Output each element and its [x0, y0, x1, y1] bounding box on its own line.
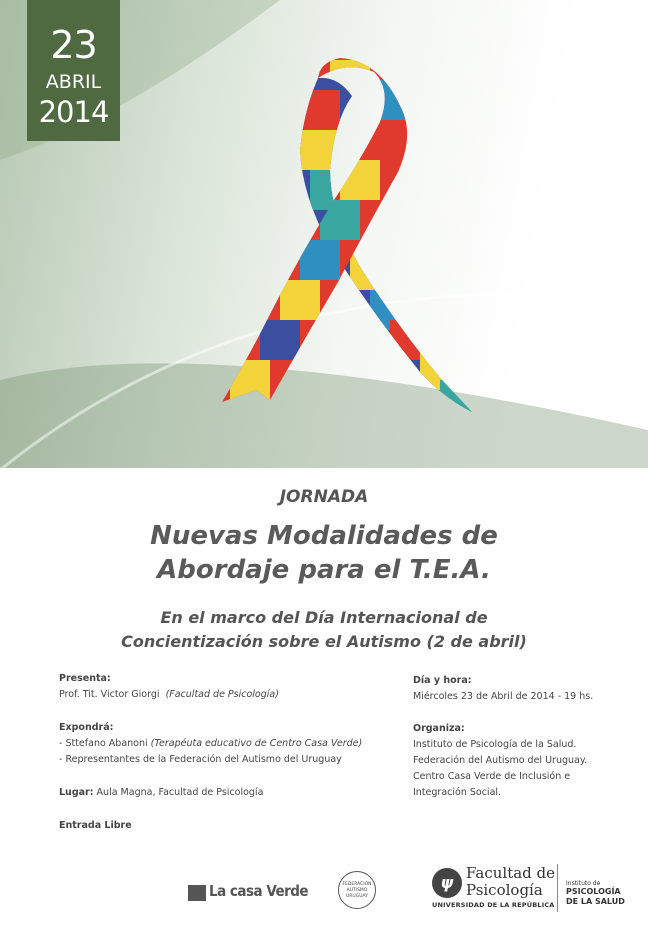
expondra-label: Expondrá: [59, 722, 114, 733]
presenta-label: Presenta: [59, 673, 111, 684]
lugar-value: Aula Magna, Facultad de Psicología [96, 787, 264, 798]
subtitle [0, 606, 648, 654]
house-icon [188, 885, 206, 901]
expondra-block [59, 720, 362, 768]
facultad-name [466, 865, 555, 899]
organizer-line: Instituto de Psicología de la Salud. [413, 739, 577, 750]
organizer-line: Federación del Autismo del Uruguay. [413, 755, 588, 766]
date-year: 2014 [38, 95, 109, 129]
universidad-name: UNIVERSIDAD DE LA REPÚBLICA [432, 901, 555, 909]
organizer-line: Centro Casa Verde de Inclusión e [413, 771, 571, 782]
subtitle-line: En el marco del Día Internacional de [160, 608, 488, 627]
title-line: Abordaje para el T.E.A. [157, 555, 491, 585]
lugar-label: Lugar: [59, 787, 94, 798]
entrada-libre: Entrada Libre [59, 820, 132, 831]
dia-block [413, 673, 593, 705]
fed-line: URUGUAY [346, 894, 368, 899]
instituto-line: DE LA SALUD [566, 896, 625, 906]
speaker-note: (Terapéuta educativo de Centro Casa Verde) [150, 738, 363, 749]
fed-line: AUTISMO [346, 888, 368, 893]
date-month: ABRIL [45, 71, 102, 93]
logo-divider [557, 864, 558, 912]
autism-ribbon-icon [210, 50, 490, 420]
page-title [0, 519, 648, 587]
instituto-logo [566, 880, 625, 906]
speaker-line: - Representantes de la Federación del Autismo del Uruguay [59, 754, 342, 765]
date-box [27, 0, 120, 141]
instituto-line: Instituto de [566, 880, 601, 887]
dia-label: Día y hora: [413, 675, 472, 686]
presenta-block [59, 671, 279, 703]
event-label: JORNADA [279, 487, 369, 507]
facultad-line: Psicología [466, 881, 543, 899]
instituto-line: PSICOLOGÍA [566, 887, 621, 896]
facultad-line: Facultad de [466, 864, 556, 882]
sponsor-logos [0, 860, 648, 920]
lugar-block [59, 785, 263, 801]
speaker-name: - Sttefano Abanoni [59, 738, 148, 749]
organiza-label: Organiza: [413, 723, 465, 734]
federacion-autismo-logo [338, 871, 376, 909]
title-line: Nuevas Modalidades de [150, 521, 498, 551]
subtitle-line: Concientización sobre el Autismo (2 de abril) [121, 632, 527, 651]
presenter-name: Prof. Tit. Victor Giorgi [59, 689, 160, 700]
fed-line: FEDERACIÓN [342, 882, 372, 887]
organiza-block [413, 721, 587, 801]
dia-value: Miércoles 23 de Abril de 2014 - 19 hs. [413, 691, 594, 702]
casa-verde-name: La casa Verde [209, 882, 309, 900]
organizer-line: Integración Social. [413, 787, 502, 798]
psi-icon: ψ [432, 868, 462, 898]
presenter-note: (Facultad de Psicología) [165, 689, 279, 700]
date-day: 23 [50, 23, 97, 67]
